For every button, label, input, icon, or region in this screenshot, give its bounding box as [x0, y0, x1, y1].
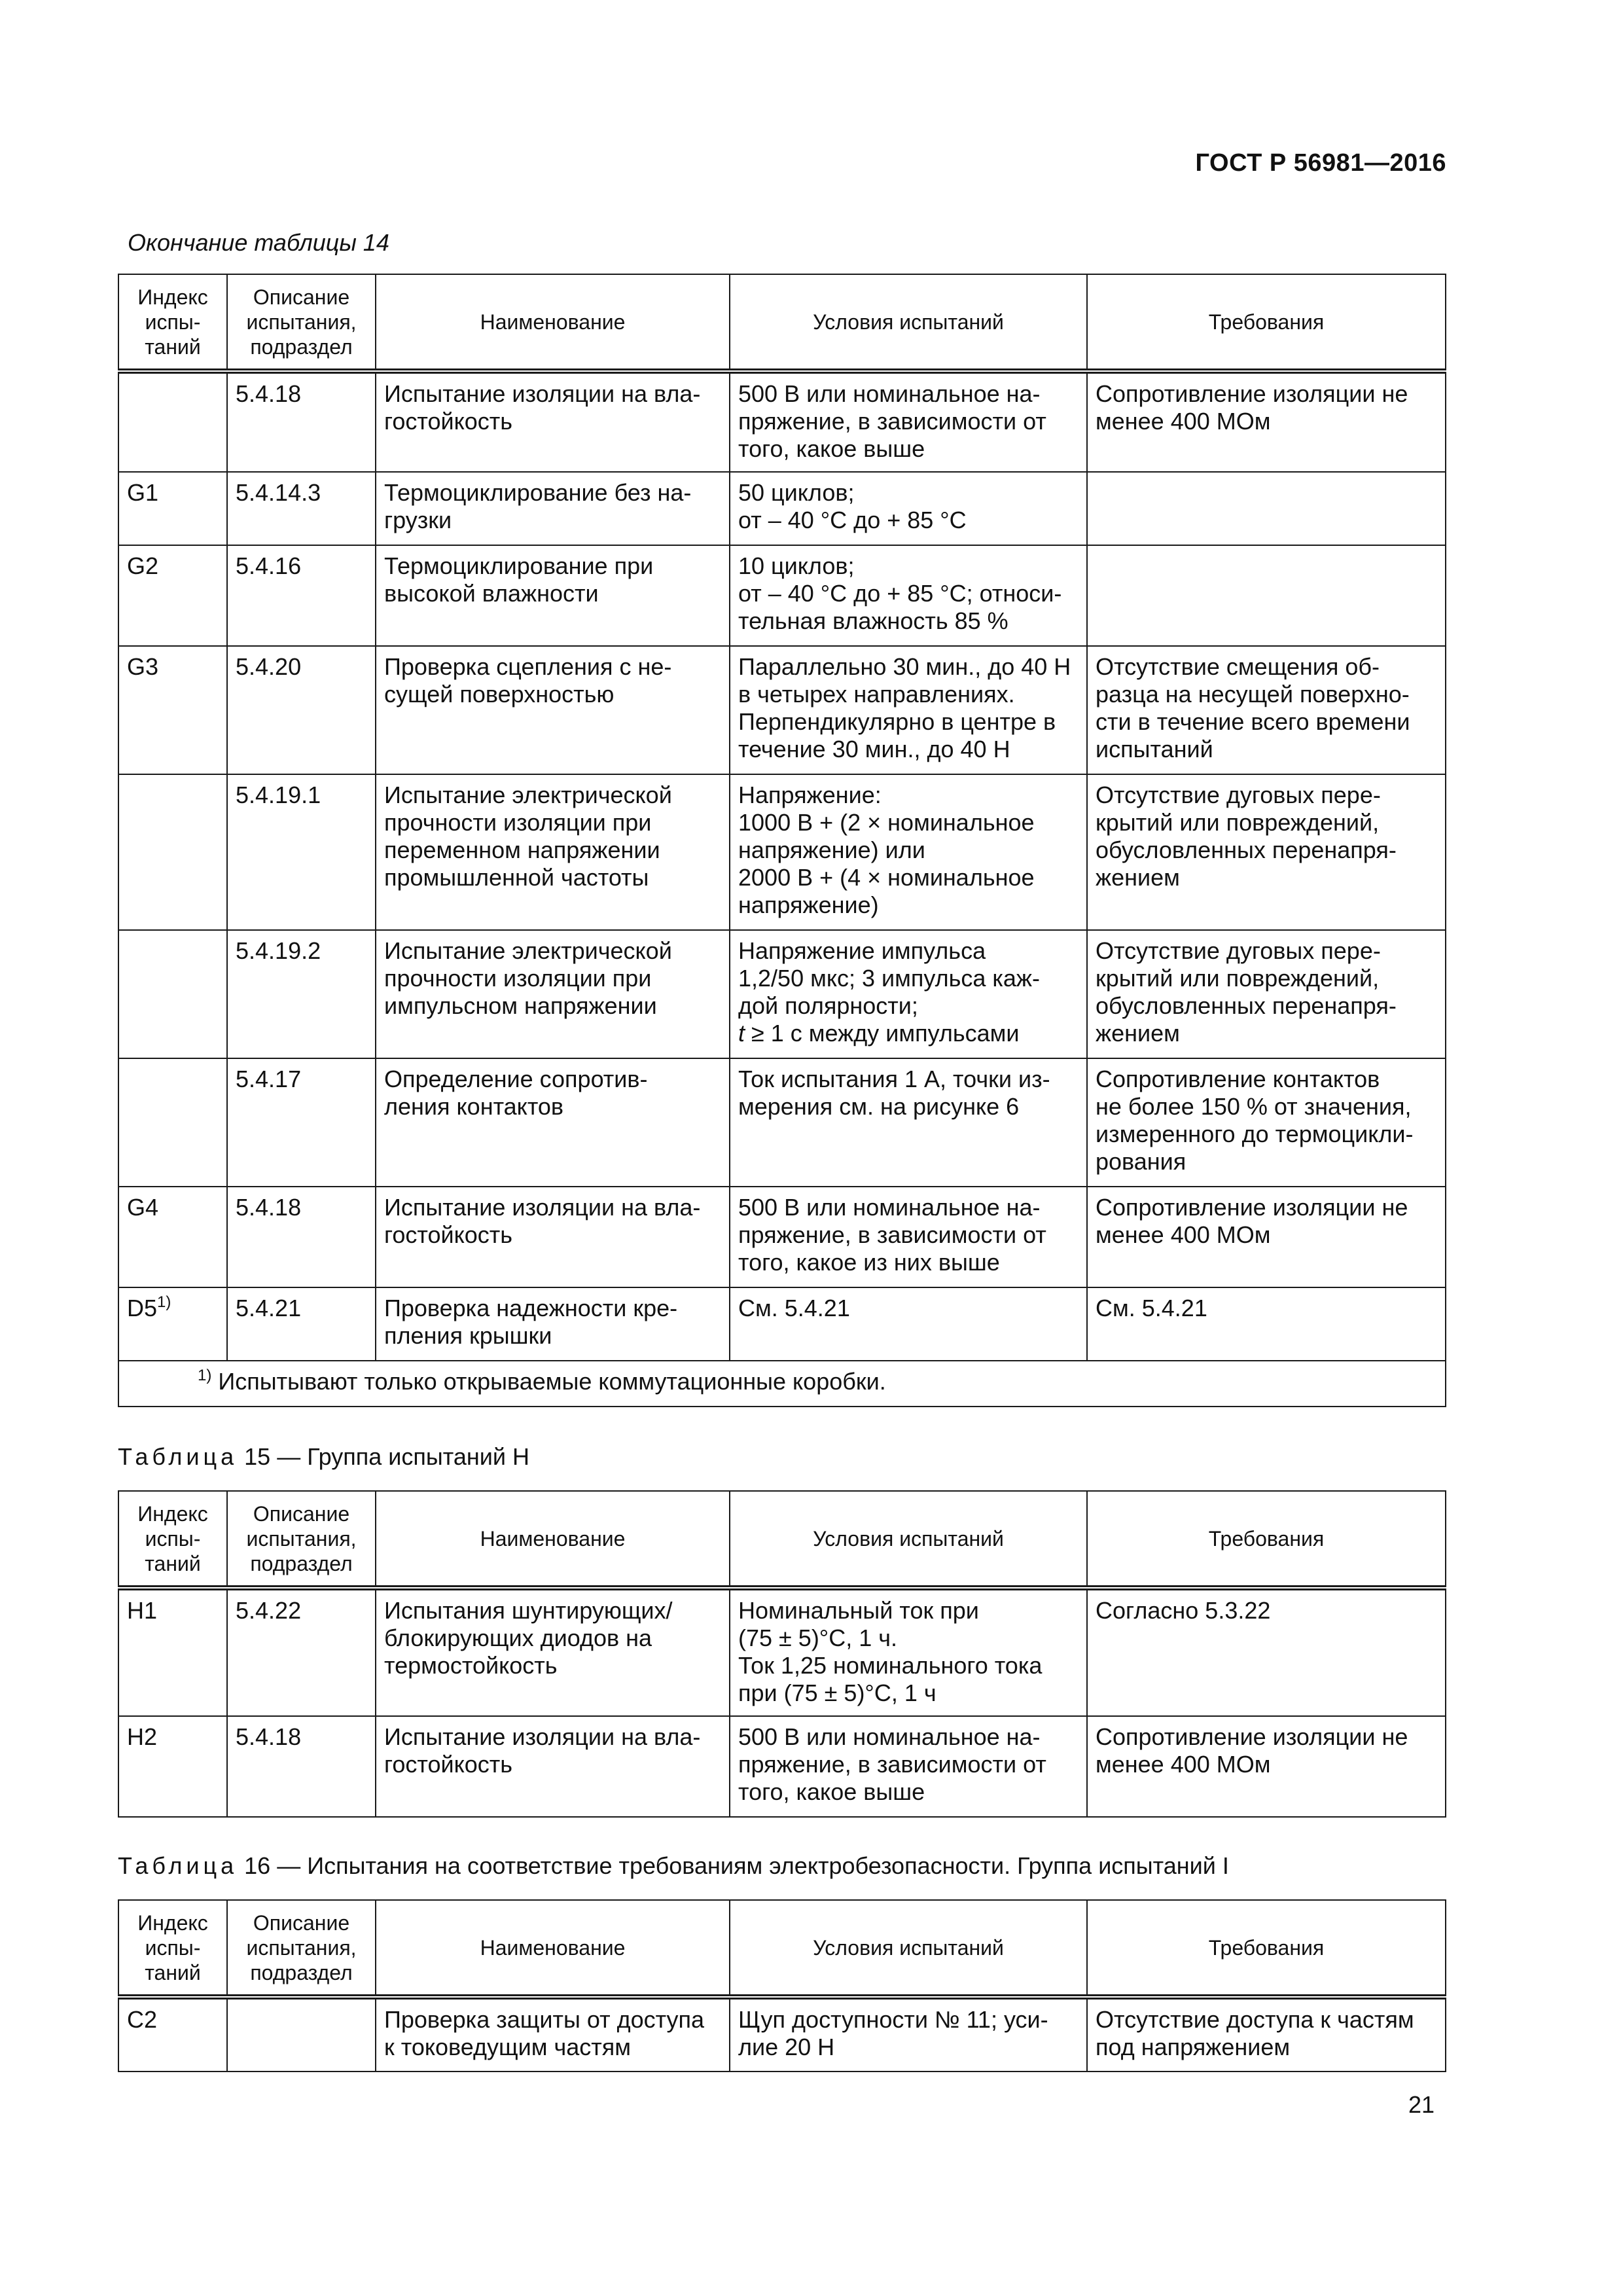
table-row: [118, 371, 1446, 472]
table15-caption-text: 15 — Группа испытаний Н: [238, 1443, 529, 1470]
cell-requirements: Сопротивление контактов не более 150 % от значения, измеренного до термоцикли- рования: [1087, 1058, 1446, 1187]
cell-name: Определение сопротив- ления контактов: [376, 1058, 730, 1187]
cell-requirements: Сопротивление изоляции не менее 400 МОм: [1087, 1187, 1446, 1287]
table-row: [118, 1287, 1446, 1361]
cell-name: Испытание изоляции на вла- гостойкость: [376, 371, 730, 472]
cell-index: G1: [118, 472, 227, 545]
cell-requirements: [1087, 545, 1446, 646]
cell-section: 5.4.20: [227, 646, 376, 774]
cell-index: G2: [118, 545, 227, 646]
cell-requirements: Согласно 5.3.22: [1087, 1588, 1446, 1716]
cell-section: 5.4.19.2: [227, 930, 376, 1058]
cell-index: G3: [118, 646, 227, 774]
table-15: [118, 1490, 1446, 1818]
cell-requirements: Отсутствие дуговых пере- крытий или повреждений, обусловленных перенапря- жением: [1087, 930, 1446, 1058]
cell-name: Испытания шунтирующих/ блокирующих диодов на термостойкость: [376, 1588, 730, 1716]
cell-section: 5.4.18: [227, 371, 376, 472]
footnote-reference: 1): [157, 1293, 171, 1311]
page-number: 21: [1408, 2091, 1435, 2118]
cell-name: Испытание электрической прочности изоляции при переменном напряжении промышленной частоты: [376, 774, 730, 930]
cell-section: 5.4.16: [227, 545, 376, 646]
header-index: Индекс испы- таний: [118, 1900, 227, 1997]
cell-requirements: См. 5.4.21: [1087, 1287, 1446, 1361]
table-row: [118, 1058, 1446, 1187]
cell-index: Н2: [118, 1716, 227, 1817]
cell-name: Термоциклирование при высокой влажности: [376, 545, 730, 646]
cell-index: Н1: [118, 1588, 227, 1716]
cell-name: Испытание изоляции на вла- гостойкость: [376, 1716, 730, 1817]
header-conditions: Условия испытаний: [730, 1900, 1087, 1997]
cell-requirements: Отсутствие дуговых пере- крытий или повреждений, обусловленных перенапря- жением: [1087, 774, 1446, 930]
header-description: Описание испытания, подраздел: [227, 1491, 376, 1588]
cell-name: Испытание электрической прочности изоляции при импульсном напряжении: [376, 930, 730, 1058]
cell-conditions: [730, 930, 1087, 1058]
cell-requirements: Отсутствие доступа к частям под напряжением: [1087, 1997, 1446, 2072]
cell-name: Проверка надежности кре- пления крышки: [376, 1287, 730, 1361]
table-row: [118, 1997, 1446, 2072]
cell-section: 5.4.21: [227, 1287, 376, 1361]
table-14: [118, 274, 1446, 1407]
cell-index: [118, 774, 227, 930]
table-row: [118, 472, 1446, 545]
table15-caption: [118, 1443, 529, 1471]
header-index: Индекс испы- таний: [118, 274, 227, 371]
time-symbol: t: [738, 1020, 745, 1047]
cell-name: Проверка защиты от доступа к токоведущим частям: [376, 1997, 730, 2072]
cell-conditions: 500 В или номинальное на- пряжение, в зависимости от того, какое из них выше: [730, 1187, 1087, 1287]
cell-conditions: Номинальный ток при (75 ± 5)°С, 1 ч. Ток 1,25 номинального тока при (75 ± 5)°С, 1 ч: [730, 1588, 1087, 1716]
table-header-row: [118, 1900, 1446, 1997]
cell-section: 5.4.17: [227, 1058, 376, 1187]
table16-caption-text: 16 — Испытания на соответствие требованиям электробезопасности. Группа испытаний I: [238, 1852, 1229, 1879]
cell-index: [118, 371, 227, 472]
cell-conditions: 50 циклов; от – 40 °С до + 85 °С: [730, 472, 1087, 545]
cell-requirements: Отсутствие смещения об- разца на несущей поверхно- сти в течение всего времени испытаний: [1087, 646, 1446, 774]
cell-conditions: См. 5.4.21: [730, 1287, 1087, 1361]
header-name: Наименование: [376, 1900, 730, 1997]
cell-name: Термоциклирование без на- грузки: [376, 472, 730, 545]
footnote-mark: 1): [198, 1367, 212, 1384]
cell-index: [118, 1058, 227, 1187]
table-row: [118, 1716, 1446, 1817]
document-code: ГОСТ Р 56981—2016: [1195, 149, 1446, 177]
cell-conditions: Ток испытания 1 А, точки из- мерения см. на рисунке 6: [730, 1058, 1087, 1187]
cell-section: 5.4.18: [227, 1187, 376, 1287]
cell-name: Испытание изоляции на вла- гостойкость: [376, 1187, 730, 1287]
cell-requirements: [1087, 472, 1446, 545]
table-header-row: [118, 1491, 1446, 1588]
cell-section: 5.4.14.3: [227, 472, 376, 545]
cell-requirements: Сопротивление изоляции не менее 400 МОм: [1087, 371, 1446, 472]
header-name: Наименование: [376, 274, 730, 371]
impulse-conditions-text: Напряжение импульса 1,2/50 мкс; 3 импульса каж- дой полярности;: [738, 937, 1041, 1019]
cell-requirements: Сопротивление изоляции не менее 400 МОм: [1087, 1716, 1446, 1817]
table-label: Таблица: [118, 1443, 238, 1470]
header-requirements: Требования: [1087, 1900, 1446, 1997]
header-description: Описание испытания, подраздел: [227, 1900, 376, 1997]
table-16: [118, 1899, 1446, 2072]
impulse-interval-text: ≥ 1 с между импульсами: [745, 1020, 1020, 1047]
table14-caption: Окончание таблицы 14: [128, 229, 389, 256]
table-header-row: [118, 274, 1446, 371]
table-footnote-row: [118, 1361, 1446, 1407]
cell-index: G4: [118, 1187, 227, 1287]
cell-index: D5$^{1)}$: [118, 1287, 227, 1361]
cell-conditions: 10 циклов; от – 40 °С до + 85 °С; относи- тельная влажность 85 %: [730, 545, 1087, 646]
table-label: Таблица: [118, 1852, 238, 1879]
table-row: [118, 1588, 1446, 1716]
cell-conditions: 500 В или номинальное на- пряжение, в зависимости от того, какое выше: [730, 371, 1087, 472]
cell-section: 5.4.18: [227, 1716, 376, 1817]
cell-conditions: Параллельно 30 мин., до 40 Н в четырех направлениях. Перпендикулярно в центре в течение 30 мин., до 40 Н: [730, 646, 1087, 774]
cell-conditions: 500 В или номинальное на- пряжение, в зависимости от того, какое выше: [730, 1716, 1087, 1817]
header-conditions: Условия испытаний: [730, 274, 1087, 371]
table-row: [118, 1187, 1446, 1287]
footnote-text: Испытывают только открываемые коммутационные коробки.: [211, 1368, 886, 1395]
cell-section: 5.4.22: [227, 1588, 376, 1716]
header-requirements: Требования: [1087, 274, 1446, 371]
table16-caption: [118, 1852, 1229, 1880]
header-description: Описание испытания, подраздел: [227, 274, 376, 371]
header-requirements: Требования: [1087, 1491, 1446, 1588]
cell-conditions: Щуп доступности № 11; уси- лие 20 Н: [730, 1997, 1087, 2072]
cell-name: Проверка сцепления с не- сущей поверхностью: [376, 646, 730, 774]
cell-conditions: Напряжение: 1000 В + (2 × номинальное напряжение) или 2000 В + (4 × номинальное напряжение): [730, 774, 1087, 930]
cell-index: [118, 930, 227, 1058]
cell-index: С2: [118, 1997, 227, 2072]
header-name: Наименование: [376, 1491, 730, 1588]
table-row: [118, 545, 1446, 646]
header-conditions: Условия испытаний: [730, 1491, 1087, 1588]
table-footnote: [118, 1361, 1446, 1407]
table-row: [118, 930, 1446, 1058]
cell-section: 5.4.19.1: [227, 774, 376, 930]
header-index: Индекс испы- таний: [118, 1491, 227, 1588]
cell-section: [227, 1997, 376, 2072]
table-row: [118, 774, 1446, 930]
table-row: [118, 646, 1446, 774]
